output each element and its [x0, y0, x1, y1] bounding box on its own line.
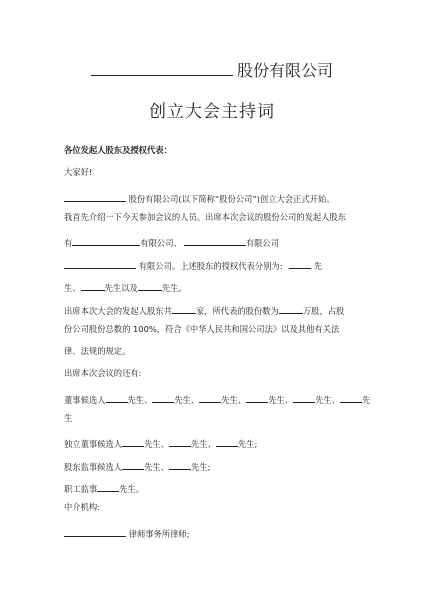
shares-blank [279, 302, 303, 314]
worker-supervisor-line: 职工监事 先生。 [64, 480, 144, 495]
name-blank [169, 435, 191, 447]
supervisor-candidates-line: 股东监事候选人 先生、 先生; [64, 458, 210, 473]
name-blank [97, 480, 119, 492]
name-blank [122, 458, 144, 470]
legal-line-end: 律、法规的规定。 [64, 346, 131, 356]
name-blank [81, 279, 105, 291]
company-name-blank [64, 190, 126, 202]
name-blank [169, 458, 191, 470]
attendance-line: 出席本次大会的发起人股东共 家，所代表的股份数为 万股，占股 [64, 302, 344, 317]
name-blank [138, 279, 162, 291]
director-candidates-line: 董事候选人 先生、 先生、 先生、 先生、 先生、 先 [64, 391, 370, 406]
name-blank [293, 391, 315, 403]
representatives-line-2: 生、 先生以及 先生。 [64, 279, 187, 294]
name-blank [289, 257, 311, 269]
document-subtitle: 创立大会主持词 [149, 102, 275, 122]
intro-line: 我首先介绍一下今天参加会议的人员。出席本次会议的股份公司的发起人股东 [64, 212, 347, 222]
company-blank [184, 234, 246, 246]
representatives-line: 有限公司。上述股东的授权代表分别为: 先 [64, 257, 322, 272]
name-blank [106, 391, 128, 403]
count-blank [172, 302, 196, 314]
name-blank [246, 391, 268, 403]
shareholders-line: 有 有限公司、 有限公司 [64, 234, 279, 249]
company-blank [72, 234, 140, 246]
name-blank [340, 391, 362, 403]
company-name-blank [91, 59, 233, 76]
director-candidates-line-end: 生 [64, 413, 73, 423]
opening-line: 股份有限公司(以下简称“股份公司”)创立大会正式开始。 [64, 190, 335, 205]
law-firm-blank [64, 525, 126, 537]
greeting-line: 大家好! [64, 167, 93, 177]
name-blank [122, 435, 144, 447]
address-line: 各位发起人股东及授权代表： [64, 145, 172, 155]
legal-line: 份公司股份总数的 100%，符合《中华人民共和国公司法》以及其他有关法 [64, 324, 340, 334]
name-blank [152, 391, 174, 403]
others-line: 出席本次会议的还有: [64, 368, 142, 378]
agency-line: 中介机构: [64, 502, 100, 512]
name-blank [216, 435, 238, 447]
name-blank [199, 391, 221, 403]
document-title: 股份有限公司 [0, 58, 424, 81]
law-firm-line: 律师事务所律师; [64, 525, 190, 540]
independent-director-line: 独立董事候选人 先生、 先生、 先生; [64, 435, 257, 450]
company-blank [64, 257, 136, 269]
